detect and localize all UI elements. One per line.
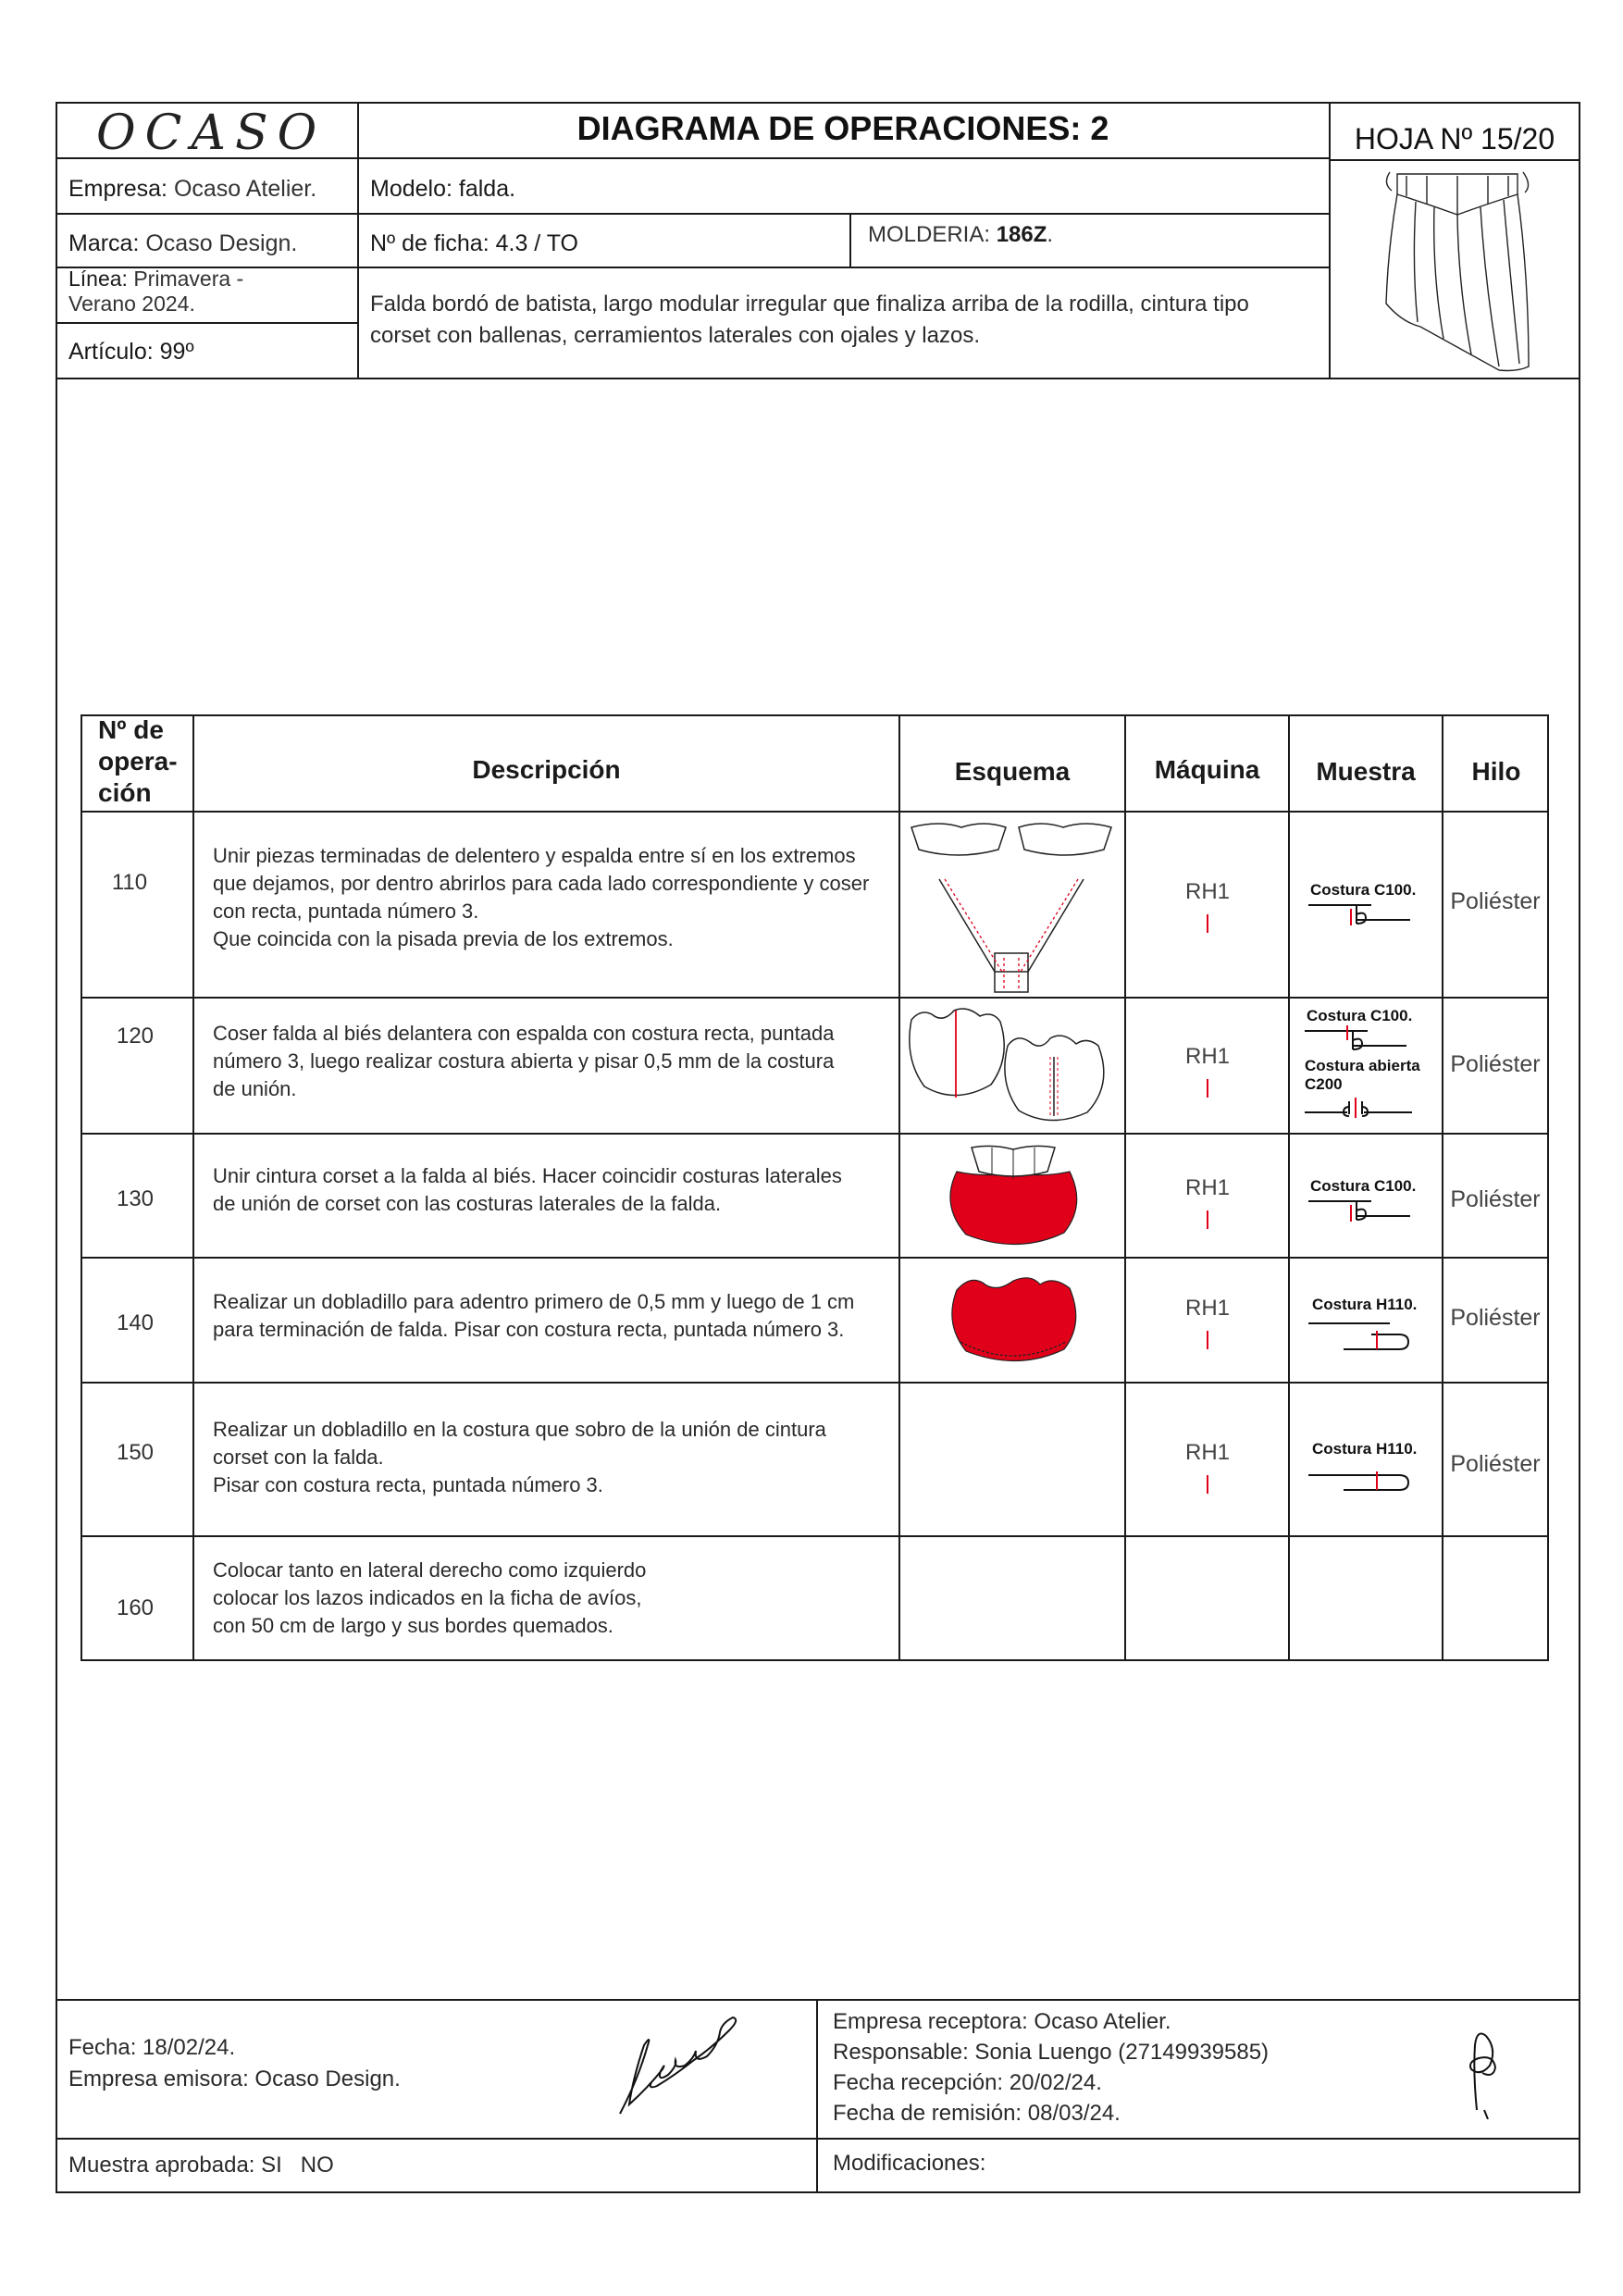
schema-hem (944, 1268, 1083, 1370)
marca-label: Marca: (68, 230, 140, 256)
signature-emisora (611, 2004, 750, 2121)
modelo-label: Modelo: (370, 176, 452, 202)
articulo-value: 99º (159, 339, 194, 365)
op-description: Unir piezas terminadas de delentero y espalda entre sí en los extremos que dejamos, por dentro abrirlos para cada lado correspondiente y coser con recta, puntada número 3. Que coincida con la pisada previa de los extremos. (213, 844, 870, 950)
linea-value-1: Primavera - (133, 267, 244, 291)
machine-label: RH1 (1126, 879, 1289, 933)
header-descripcion: Descripción (472, 755, 621, 784)
signature-receptora (1456, 2017, 1512, 2119)
op-number: 140 (116, 1310, 155, 1335)
header-maquina: Máquina (1154, 755, 1260, 784)
marca-field (68, 230, 297, 257)
marca-value: Ocaso Design. (145, 230, 298, 256)
footer-fecha: Fecha: 18/02/24. (68, 2035, 236, 2060)
schema-corset-skirt (944, 1140, 1083, 1251)
op-number: 120 (116, 1024, 155, 1049)
sample-label: Costura C100. (1310, 1177, 1417, 1195)
footer-receptora: Empresa receptora: Ocaso Atelier. (833, 2009, 1171, 2034)
footer-modificaciones: Modificaciones: (833, 2151, 986, 2176)
op-number: 150 (116, 1440, 155, 1465)
articulo-label: Artículo: (68, 339, 154, 365)
modelo-field (370, 176, 515, 203)
molderia-value: 186Z (996, 222, 1047, 247)
linea-value-2: Verano 2024. (68, 292, 195, 316)
sample-label: Costura H110. (1312, 1440, 1418, 1458)
stitch-c200-icon (1303, 1092, 1423, 1120)
modelo-value: falda. (458, 176, 516, 202)
sample-label: Costura C100. (1307, 1007, 1413, 1024)
thread-type: Poliéster (1450, 1051, 1541, 1077)
model-description (370, 289, 1249, 352)
skirt-sketch (1379, 165, 1536, 376)
stitch-c100-icon (1307, 900, 1427, 927)
ficha-label: Nº de ficha: (370, 230, 489, 256)
empresa-field (68, 176, 316, 203)
brand-logo: OCASO (96, 105, 327, 161)
header-esquema: Esquema (954, 757, 1071, 786)
stitch-h110-icon (1307, 1458, 1427, 1492)
stitch-h110-icon (1307, 1318, 1427, 1351)
op-description: Colocar tanto en lateral derecho como izquierdo colocar los lazos indicados en la ficha de avíos, con 50 cm de largo y sus bordes quemados. (213, 1558, 647, 1637)
schema-corset-joined (902, 814, 1122, 995)
op-description: Coser falda al biés delantera con espalda con costura recta, puntada número 3, luego realizar costura abierta y pisar 0,5 mm de la costura de unión. (213, 1022, 835, 1100)
header-muestra: Muestra (1316, 757, 1416, 786)
sample-label: Costura C100. (1310, 881, 1417, 899)
footer-remision: Fecha de remisión: 08/03/24. (833, 2101, 1121, 2126)
stitch-c100-icon (1303, 1025, 1423, 1053)
articulo-field (68, 339, 194, 366)
machine-label: RH1 (1126, 1175, 1289, 1229)
empresa-value: Ocaso Atelier. (173, 176, 317, 202)
header-numero: Nº de opera- ción (98, 715, 178, 807)
op-number: 160 (116, 1595, 155, 1620)
thread-type: Poliéster (1450, 1451, 1541, 1477)
thread-type: Poliéster (1450, 1305, 1541, 1331)
sample-label: Costura abierta C200 (1305, 1057, 1420, 1093)
footer-aprobada: Muestra aprobada: SI NO (68, 2153, 334, 2178)
footer-receptora-block (833, 2006, 1269, 2128)
header-hilo: Hilo (1471, 757, 1521, 786)
machine-label: RH1 (1126, 1296, 1289, 1349)
thread-type: Poliéster (1450, 888, 1541, 914)
footer-responsable: Responsable: Sonia Luengo (27149939585) (833, 2040, 1270, 2065)
description-line-2: corset con ballenas, cerramientos laterales con ojales y lazos. (370, 323, 980, 348)
op-description: Unir cintura corset a la falda al biés. Hacer coincidir costuras laterales de unión de corset con las costuras laterales de la falda. (213, 1164, 842, 1215)
op-description: Realizar un dobladillo en la costura que sobro de la unión de cintura corset con la falda. Pisar con costura recta, puntada número 3. (213, 1418, 826, 1496)
molderia-label: MOLDERIA: (868, 222, 991, 247)
sample-label: Costura H110. (1312, 1296, 1418, 1313)
document-title: DIAGRAMA DE OPERACIONES: 2 (576, 109, 1109, 147)
linea-label: Línea: (68, 267, 128, 291)
op-number: 110 (111, 870, 148, 895)
linea-field (68, 267, 243, 316)
machine-label: RH1 (1126, 1440, 1289, 1494)
sheet-number: HOJA Nº 15/20 (1354, 122, 1555, 155)
schema-skirt-pieces (902, 1001, 1122, 1131)
op-number: 130 (116, 1186, 155, 1211)
stitch-c100-icon (1307, 1196, 1427, 1223)
thread-type: Poliéster (1450, 1186, 1541, 1212)
ficha-value: 4.3 / TO (495, 230, 578, 256)
footer-recepcion: Fecha recepción: 20/02/24. (833, 2070, 1102, 2095)
footer-emisora-block (68, 2032, 401, 2095)
op-description: Realizar un dobladillo para adentro primero de 0,5 mm y luego de 1 cm para terminación de falda. Pisar con costura recta, puntada número 3. (213, 1290, 855, 1341)
empresa-label: Empresa: (68, 176, 167, 202)
molderia-field: MOLDERIA: 186Z. (868, 222, 1054, 247)
ficha-field (370, 230, 578, 257)
machine-label: RH1 (1126, 1044, 1289, 1098)
description-line-1: Falda bordó de batista, largo modular irregular que finaliza arriba de la rodilla, cintura tipo (370, 292, 1249, 316)
footer-emisora: Empresa emisora: Ocaso Design. (68, 2066, 401, 2091)
